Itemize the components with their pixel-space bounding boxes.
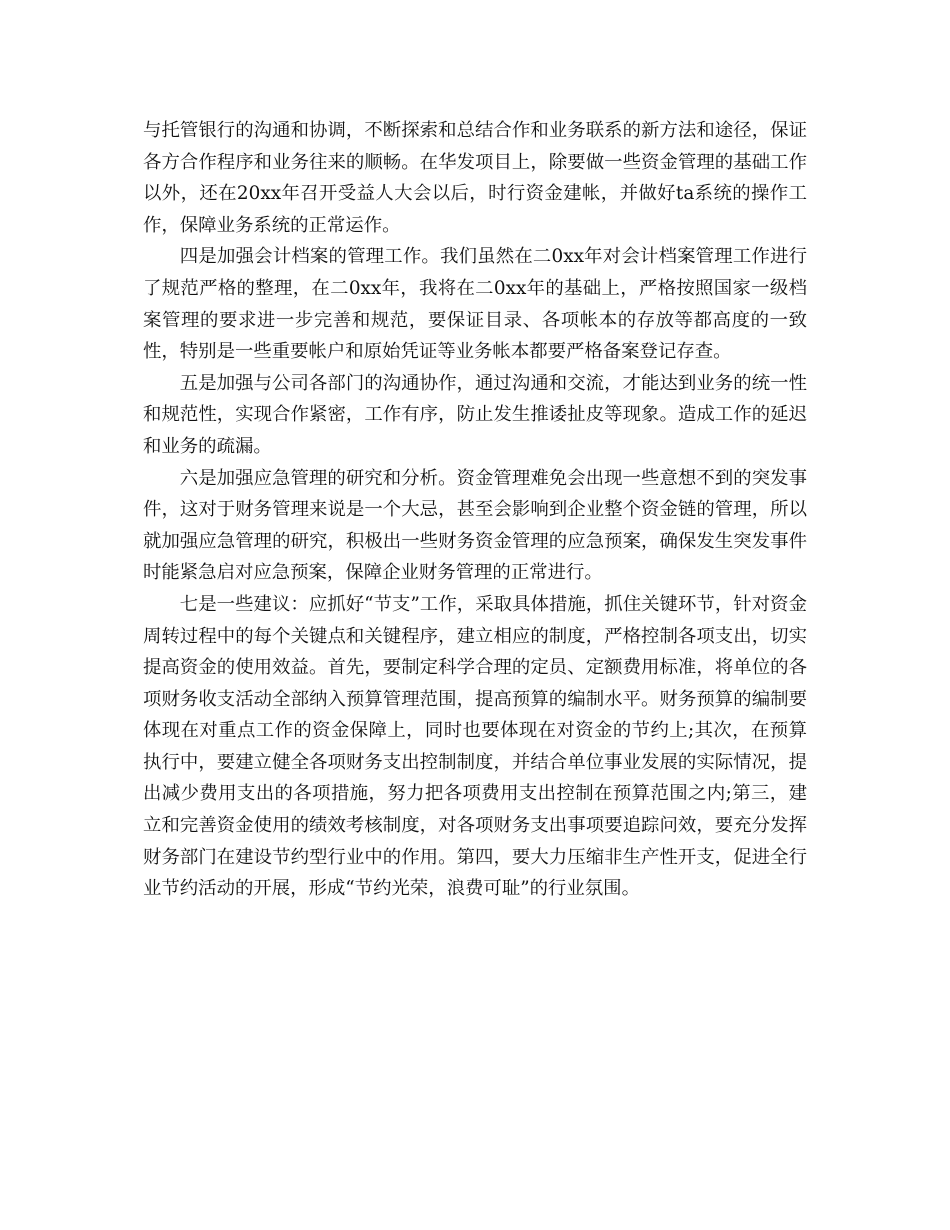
paragraph-continuation: 与托管银行的沟通和协调，不断探索和总结合作和业务联系的新方法和途径，保证各方合作程序和业务往来的顺畅。在华发项目上，除要做一些资金管理的基础工作以外，还在20xx年召开受益人大会以后，时行资金建帐，并做好ta系统的操作工作，保障业务系统的正常运作。 — [143, 120, 807, 236]
paragraph-4-archives: 四是加强会计档案的管理工作。我们虽然在二0xx年对会计档案管理工作进行了规范严格的整理，在二0xx年，我将在二0xx年的基础上，严格按照国家一级档案管理的要求进一步完善和规范，要保证目录、各项帐本的存放等都高度的一致性，特别是一些重要帐户和原始凭证等业务帐本都要严格备案登记存查。 — [143, 246, 807, 363]
paragraph-5-coordination: 五是加强与公司各部门的沟通协作，通过沟通和交流，才能达到业务的统一性和规范性，实现合作紧密，工作有序，防止发生推诿扯皮等现象。造成工作的延迟和业务的疏漏。 — [143, 372, 807, 457]
paragraph-6-emergency: 六是加强应急管理的研究和分析。资金管理难免会出现一些意想不到的突发事件，这对于财务管理来说是一个大忌，甚至会影响到企业整个资金链的管理，所以就加强应急管理的研究，积极出一些财务资金管理的应急预案，确保发生突发事件时能紧急启对应急预案，保障企业财务管理的正常进行。 — [143, 467, 807, 584]
paragraph-7-suggestions: 七是一些建议：应抓好“节支”工作，采取具体措施，抓住关键环节，针对资金周转过程中的每个关键点和关键程序，建立相应的制度，严格控制各项支出，切实提高资金的使用效益。首先，要制定科学合理的定员、定额费用标准，将单位的各项财务收支活动全部纳入预算管理范围，提高预算的编制水平。财务预算的编制要体现在对重点工作的资金保障上，同时也要体现在对资金的节约上;其次，在预算执行中，要建立健全各项财务支出控制制度，并结合单位事业发展的实际情况，提出减少费用支出的各项措施，努力把各项费用支出控制在预算范围之内;第三，建立和完善资金使用的绩效考核制度，对各项财务支出事项要追踪问效，要充分发挥财务部门在建设节约型行业中的作用。第四，要大力压缩非生产性开支，促进全行业节约活动的开展，形成“节约光荣，浪费可耻”的行业氛围。 — [143, 593, 807, 900]
document-body — [143, 115, 807, 905]
